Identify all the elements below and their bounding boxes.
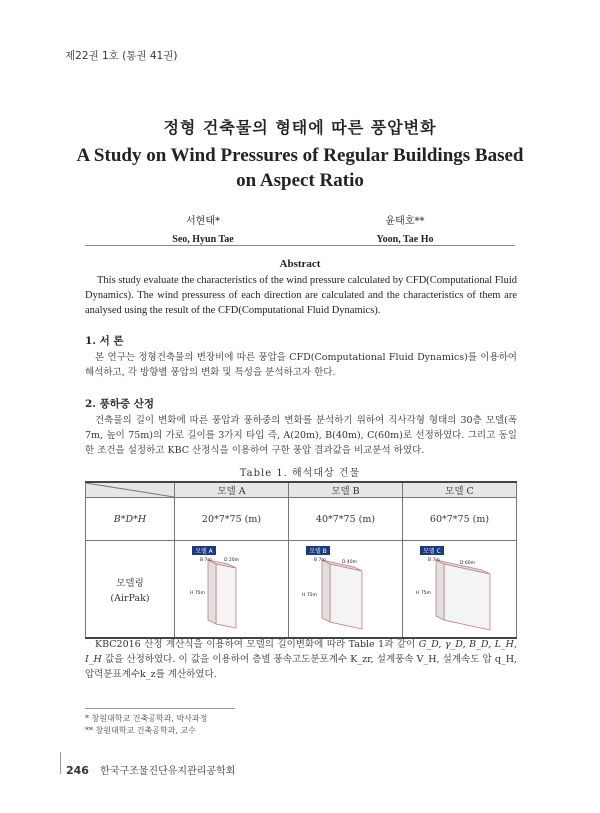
model-figure-cell-c — [403, 541, 517, 639]
after-table-vars2: L_H, I_H — [85, 639, 517, 665]
model-sub: (AirPak) — [110, 592, 150, 604]
dims-a: 20*7*75 (m) — [175, 498, 289, 541]
footnote-divider — [85, 708, 235, 709]
fig-b-d: D 40m — [341, 560, 357, 565]
table-1 — [85, 481, 517, 639]
fig-a-h: H 75m — [189, 591, 205, 596]
model-label: 모델링 — [116, 577, 144, 589]
title-korean: 정형 건축물의 형태에 따른 풍압변화 — [163, 118, 437, 137]
footnote-2: ** 창원대학교 건축공학과, 교수 — [85, 726, 196, 735]
row-label-model — [86, 541, 175, 639]
section-1-text: 본 연구는 정형건축물의 변장비에 따른 풍압을 CFD(Computational Fluid Dynamics)를 이용하여 해석하고, 각 방향별 풍압의 변화 및 특성을 분석하고자 한다. — [85, 352, 517, 378]
fig-c-d: D 60m — [459, 561, 475, 566]
fig-c-h: H 75m — [415, 591, 431, 596]
after-table-text — [85, 637, 517, 682]
author-1-english: Seo, Hyun Tae — [172, 234, 234, 245]
model-figure-b — [292, 544, 400, 634]
fig-a-d: D 20m — [223, 558, 239, 563]
author-2-english: Yoon, Tae Ho — [376, 234, 434, 245]
author-2 — [305, 212, 505, 245]
author-1 — [103, 212, 303, 245]
after-table-line2: 값을 산정하였다. 이 값을 이용하여 층별 풍속고도분포계수 — [104, 654, 348, 665]
page-number: 246 — [66, 764, 89, 777]
model-figure-cell-b — [289, 541, 403, 639]
abstract-text: This study evaluate the characteristics of the wind pressure calculated by CFD(Computational Fluid Dynamics). The wind pressuress of each direction are calculated and the characteristics of them are analysed using the result of the CFD(Computational Fluid Dynamics). — [85, 275, 517, 316]
journal-issue: 제22권 1호 (통권 41권) — [65, 50, 178, 62]
abstract-divider — [85, 245, 515, 246]
fig-c-b: B 7m — [427, 558, 440, 563]
society-name: 한국구조물진단유지관리공학회 — [100, 766, 236, 777]
col-header-c: 모델 C — [403, 482, 517, 498]
model-figure-c — [406, 544, 514, 634]
col-header-b: 모델 B — [289, 482, 403, 498]
dims-b: 40*7*75 (m) — [289, 498, 403, 541]
author-1-korean: 서현태* — [186, 216, 220, 227]
footnote-1: * 창원대학교 건축공학과, 박사과정 — [85, 714, 208, 723]
fig-a-b: B 7m — [199, 558, 212, 563]
after-table-line1: KBC2016 산정 계산식을 이용하여 모델의 길이변화에 따라 Table 1과 같이 — [95, 639, 416, 650]
section-2-text: 건축물의 길이 변화에 따른 풍압과 풍하중의 변화를 분석하기 위하여 직사각형 형태의 30층 모델(폭 7m, 높이 75m)의 가로 길이를 3가지 타입 즉, A(20m), B(40m), C(60m)로 선정하였다. 그리고 동일한 조건을 설정하고 KBC 산정식을 이용하여 구한 풍압 결과값을 비교분석 하였다. — [85, 415, 517, 456]
abstract-heading: Abstract — [279, 258, 321, 270]
fig-c-tag: 모델 C — [422, 548, 441, 555]
after-table-vars1: G_D, γ_D, B_D, — [418, 639, 492, 650]
table-caption: Table 1. 해석대상 건물 — [239, 468, 361, 479]
after-table-line3: 압 q_H, 압력분표계수k_z를 계산하였다. — [85, 654, 518, 680]
model-figure-cell-a — [175, 541, 289, 639]
model-figure-a — [178, 544, 286, 634]
corner-diagonal — [86, 483, 174, 497]
footer-bar — [60, 752, 61, 774]
fig-a-tag: 모델 A — [194, 548, 213, 555]
page-footer — [66, 762, 235, 777]
row-label-dims: B*D*H — [86, 498, 175, 541]
after-table-line2b: K_zr, 설계풍속 V_H, 설계속도 — [350, 654, 480, 665]
fig-b-b: B 7m — [313, 558, 326, 563]
table-corner-cell — [86, 482, 175, 498]
section-1-heading: 1. 서 론 — [85, 335, 124, 347]
dims-c: 60*7*75 (m) — [403, 498, 517, 541]
title-english: A Study on Wind Pressures of Regular Buildings Based on Aspect Ratio — [76, 145, 524, 191]
col-header-a: 모델 A — [175, 482, 289, 498]
author-2-korean: 윤태호** — [385, 216, 425, 227]
fig-b-tag: 모델 B — [308, 548, 327, 555]
fig-b-h: H 75m — [301, 593, 317, 598]
section-2-heading: 2. 풍하중 산정 — [85, 398, 154, 410]
